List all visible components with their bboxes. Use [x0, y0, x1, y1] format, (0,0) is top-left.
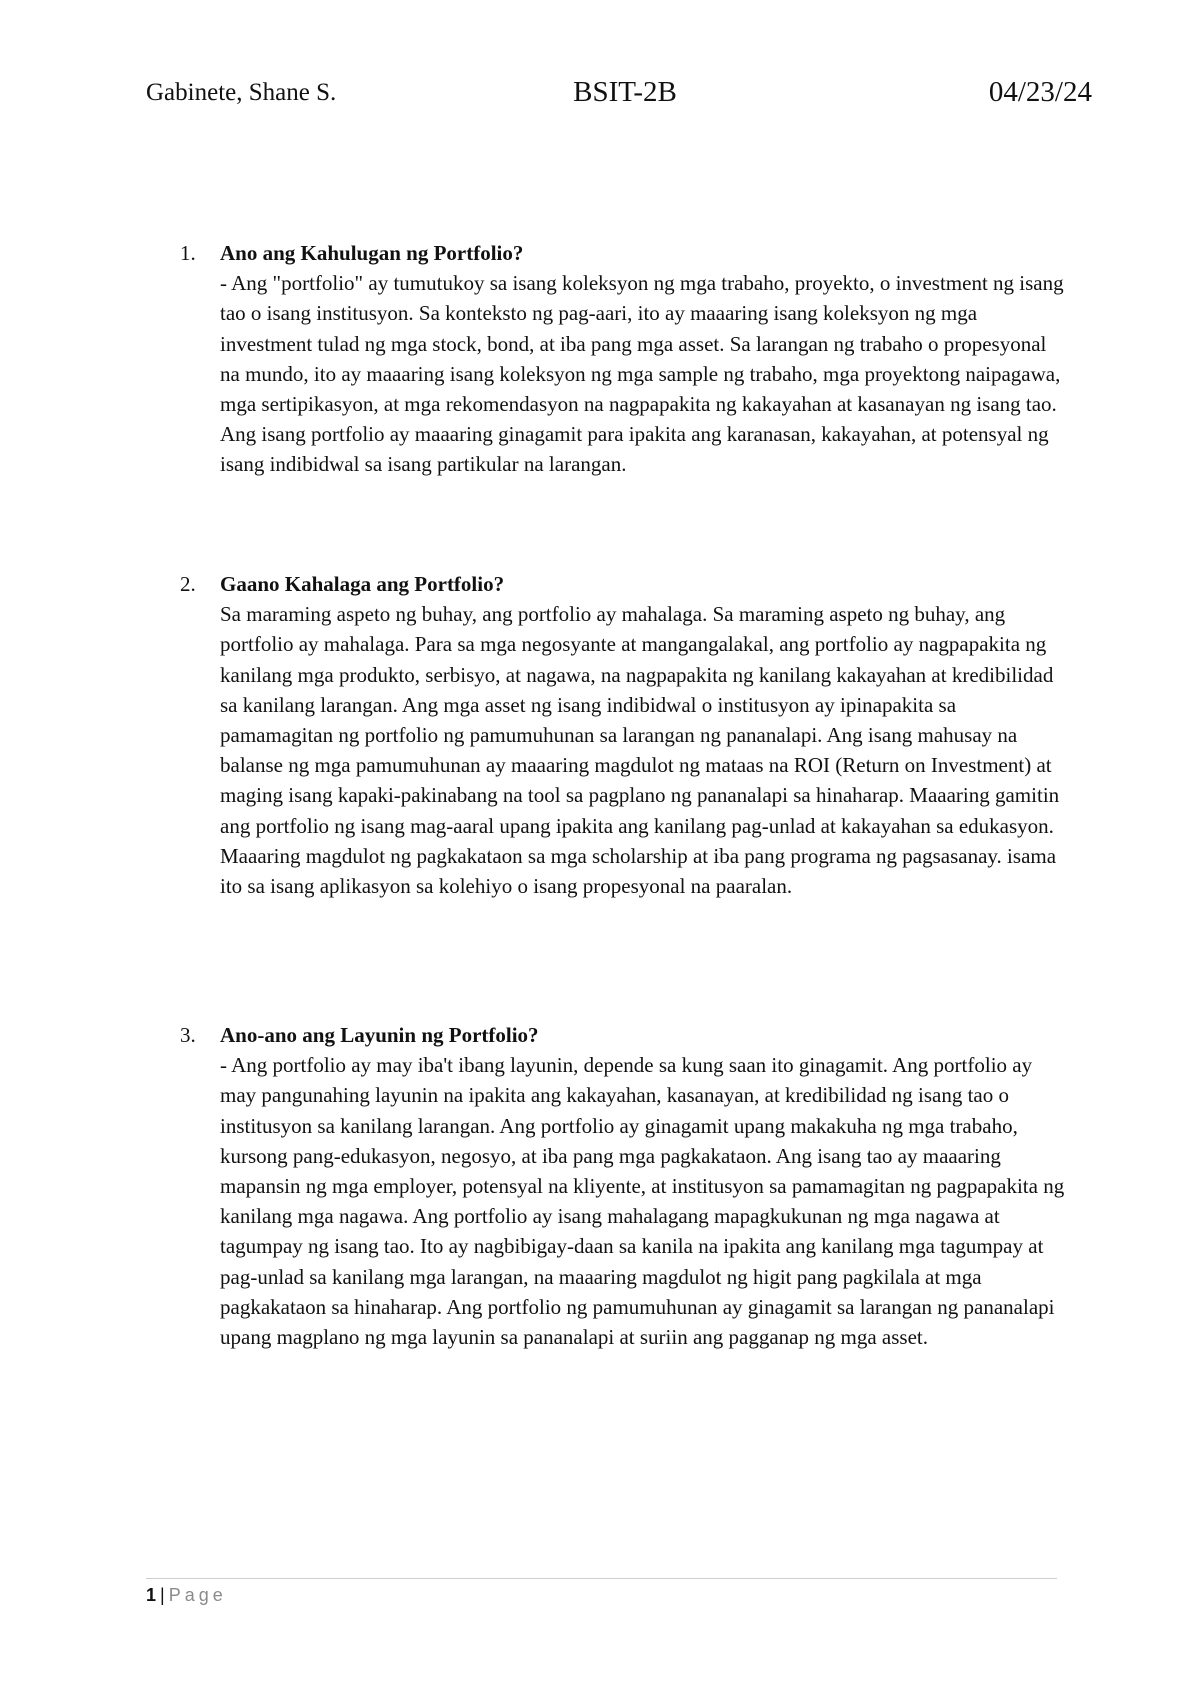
- question-body: [220, 569, 1070, 901]
- question-body: [220, 1020, 1070, 1352]
- question-title: Gaano Kahalaga ang Portfolio?: [220, 572, 505, 596]
- question-number: 3.: [180, 1023, 196, 1047]
- footer-separator: |: [160, 1585, 165, 1605]
- question-item: [180, 1020, 1070, 1352]
- question-title: Ano-ano ang Layunin ng Portfolio?: [220, 1023, 539, 1047]
- page-label: Page: [168, 1585, 227, 1605]
- answer-text: - Ang "portfolio" ay tumutukoy sa isang koleksyon ng mga trabaho, proyekto, o investment ng isang tao o isang institusyon. Sa konteksto ng pag-aari, ito ay maaaring isang koleksyon ng mga investment tulad ng mga stock, bond, at iba pang mga asset. Sa larangan ng trabaho o propesyonal na mundo, ito ay maaaring isang koleksyon ng mga sample ng trabaho, mga proyektong naipagawa, mga sertipikasyon, at mga rekomendasyon na nagpapakita ng kakayahan at kasanayan ng isang tao. Ang isang portfolio ay maaaring ginagamit para ipakita ang karanasan, kakayahan, at potensyal ng isang indibidwal sa isang partikular na larangan.: [220, 271, 1064, 477]
- answer-text: Sa maraming aspeto ng buhay, ang portfolio ay mahalaga. Sa maraming aspeto ng buhay, ang portfolio ay mahalaga. Para sa mga negosyante at mangangalakal, ang portfolio ay nagpapakita ng kanilang mga produkto, serbisyo, at nagawa, na nagpapakita ng kanilang kakayahan at kredibilidad sa kanilang larangan. Ang mga asset ng isang indibidwal o institusyon ay ipinapakita sa pamamagitan ng portfolio ng pamumuhunan sa larangan ng pananalapi. Ang isang mahusay na balanse ng mga pamumuhunan ay maaaring magdulot ng mataas na ROI (Return on Investment) at maging isang kapaki-pakinabang na tool sa pagplano ng pananalapi sa hinaharap. Maaaring gamitin ang portfolio ng isang mag-aaral upang ipakita ang kanilang pag-unlad at kakayahan sa edukasyon. Maaaring magdulot ng pagkakataon sa mga scholarship at iba pang programa ng pagsasanay. isama ito sa isang aplikasyon sa kolehiyo o isang propesyonal na paaralan.: [220, 602, 1060, 899]
- answer-text: - Ang portfolio ay may iba't ibang layunin, depende sa kung saan ito ginagamit. Ang portfolio ay may pangunahing layunin na ipakita ang kakayahan, kasanayan, at kredibilidad ng isang tao o institusyon sa kanilang larangan. Ang portfolio ay ginagamit upang makakuha ng mga trabaho, kursong pang-edukasyon, negosyo, at iba pang mga pagkakataon. Ang isang tao ay maaaring mapansin ng mga employer, potensyal na kliyente, at institusyon sa pamamagitan ng pagpapakita ng kanilang mga nagawa. Ang portfolio ay isang mahalagang mapagkukunan ng mga nagawa at tagumpay ng isang tao. Ito ay nagbibigay-daan sa kanila na ipakita ang kanilang mga tagumpay at pag-unlad sa kanilang mga larangan, na maaaring magdulot ng higit pang pagkilala at mga pagkakataon sa hinaharap. Ang portfolio ng pamumuhunan ay ginagamit sa larangan ng pananalapi upang magplano ng mga layunin sa pananalapi at suriin ang pagganap ng mga asset.: [220, 1053, 1065, 1350]
- footer-divider: [146, 1578, 1057, 1579]
- question-title: Ano ang Kahulugan ng Portfolio?: [220, 241, 524, 265]
- document-date: 04/23/24: [988, 76, 1092, 108]
- student-name: Gabinete, Shane S.: [146, 79, 337, 106]
- question-number: 1.: [180, 241, 196, 265]
- section-label: BSIT-2B: [573, 76, 677, 108]
- page-number: 1: [146, 1585, 157, 1605]
- question-item: [180, 238, 1070, 480]
- page-footer: [146, 1582, 227, 1608]
- question-item: [180, 569, 1070, 901]
- question-number: 2.: [180, 572, 196, 596]
- question-body: [220, 238, 1070, 480]
